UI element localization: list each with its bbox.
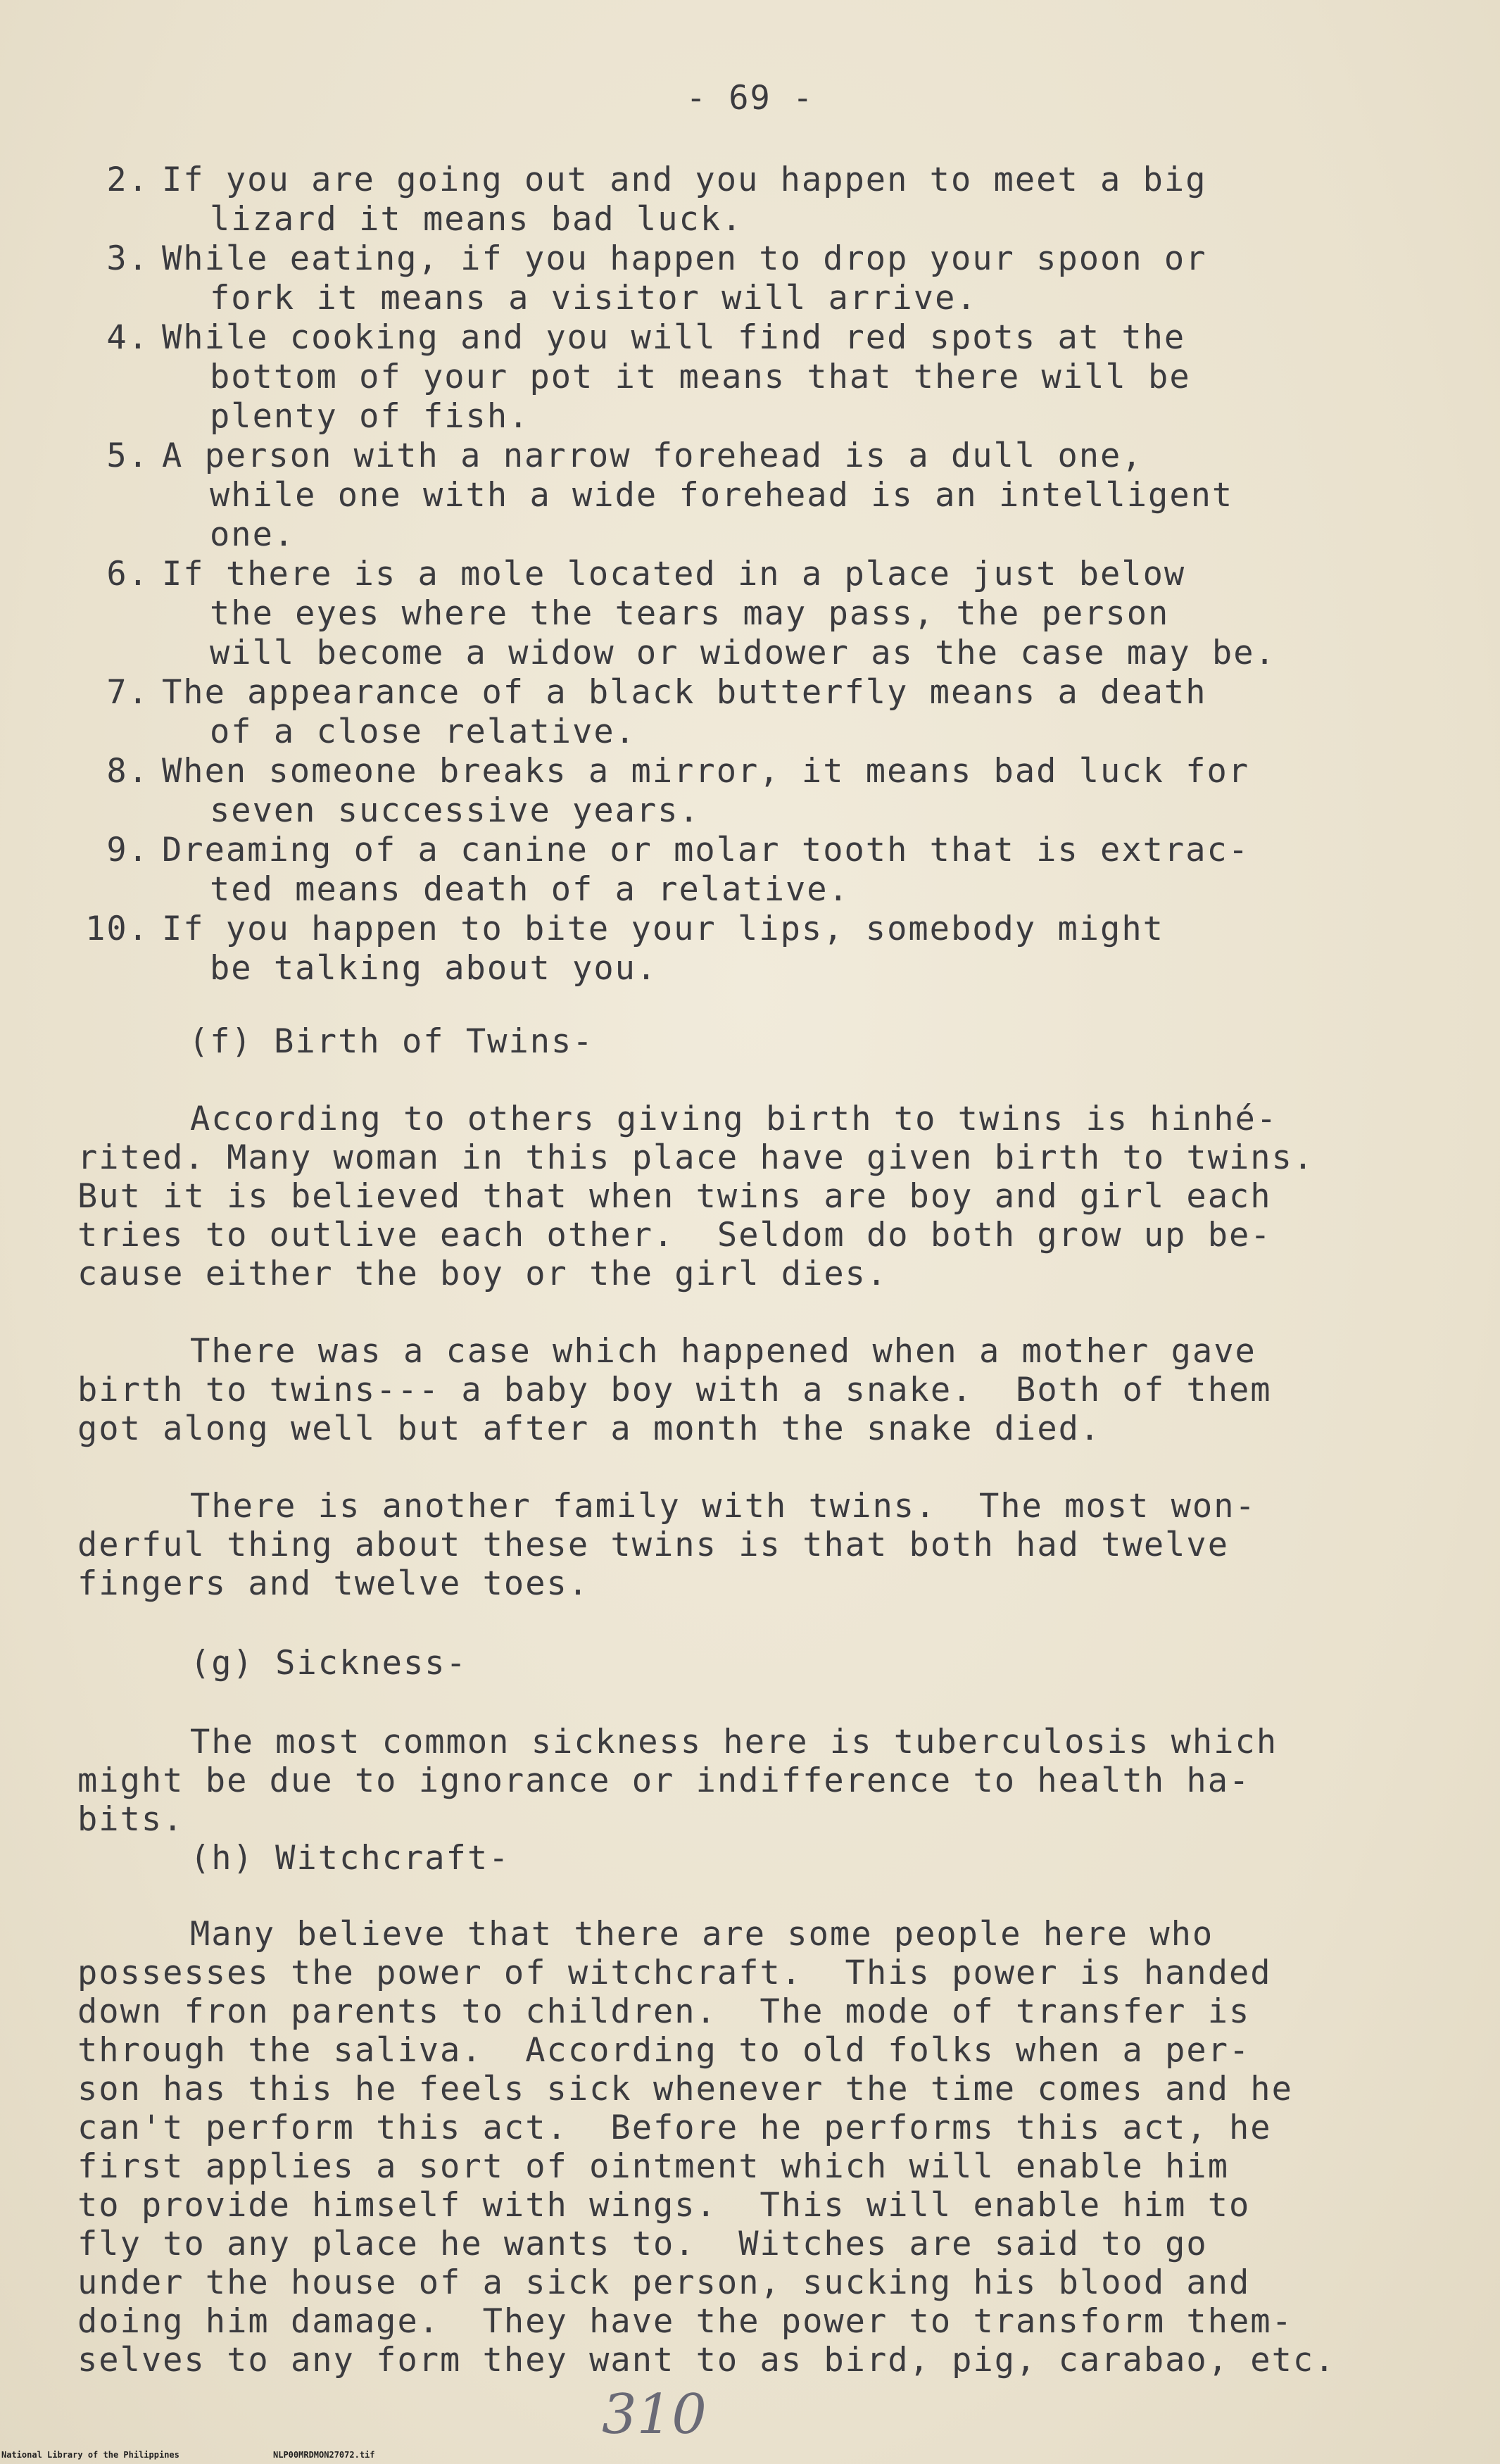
list-item <box>106 161 1457 239</box>
list-item-line: lizard it means bad luck. <box>210 200 743 239</box>
paragraph-line: There is another family with twins. The most won- <box>190 1487 1256 1526</box>
footer-file-name: NLP00MRDMON27072.tif <box>273 2450 375 2460</box>
list-item-number: 10. <box>85 910 149 948</box>
paragraph-line: got along well but after a month the snake died. <box>77 1409 1102 1448</box>
list-item-line: When someone breaks a mirror, it means bad luck for <box>162 752 1250 791</box>
list-item-line: Dreaming of a canine or molar tooth that is extrac- <box>162 831 1250 869</box>
list-item-line: one. <box>210 515 296 554</box>
paragraph-line: under the house of a sick person, sucking his blood and <box>77 2263 1251 2302</box>
list-item <box>106 831 1457 910</box>
twins-paragraph-2 <box>77 1332 1457 1448</box>
paragraph-line: Many believe that there are some people here who <box>190 1915 1214 1954</box>
list-item <box>106 752 1457 831</box>
paragraph-line: derful thing about these twins is that both had twelve <box>77 1526 1230 1564</box>
list-item-line: While eating, if you happen to drop your spoon or <box>162 239 1207 278</box>
paragraph-line: But it is believed that when twins are boy and girl each <box>77 1177 1272 1216</box>
paragraph-line: through the saliva. According to old folks when a per- <box>77 2031 1251 2070</box>
list-item-line: of a close relative. <box>210 712 636 751</box>
paragraph-line: tries to outlive each other. Seldom do both grow up be- <box>77 1216 1272 1255</box>
paragraph-line: cause either the boy or the girl dies. <box>77 1255 888 1293</box>
list-item <box>106 318 1457 436</box>
heading-sickness: (g) Sickness- <box>190 1644 467 1683</box>
list-item-number: 2. <box>106 161 149 199</box>
paragraph-line: rited. Many woman in this place have given birth to twins. <box>77 1138 1315 1177</box>
list-item-number: 6. <box>106 555 149 593</box>
list-item-line: If there is a mole located in a place just below <box>162 555 1186 593</box>
sickness-paragraph <box>77 1723 1457 1839</box>
twins-paragraph-1 <box>77 1100 1457 1293</box>
paragraph-line: The most common sickness here is tuberculosis which <box>190 1723 1278 1761</box>
list-item-number: 4. <box>106 318 149 357</box>
paragraph-line: first applies a sort of ointment which will enable him <box>77 2147 1230 2186</box>
heading-witchcraft: (h) Witchcraft- <box>190 1839 510 1878</box>
page-number: - 69 - <box>686 79 814 118</box>
paragraph-line: doing him damage. They have the power to transform them- <box>77 2302 1293 2341</box>
list-item-line: the eyes where the tears may pass, the person <box>210 594 1170 633</box>
list-item-line: seven successive years. <box>210 791 700 830</box>
paragraph-line: birth to twins--- a baby boy with a snake. Both of them <box>77 1371 1272 1409</box>
list-item-line: While cooking and you will find red spots at the <box>162 318 1186 357</box>
list-item-line: while one with a wide forehead is an intelligent <box>210 476 1234 515</box>
list-item-line: The appearance of a black butterfly means a death <box>162 673 1207 712</box>
list-item <box>106 555 1457 673</box>
list-item-line: bottom of your pot it means that there will be <box>210 358 1191 396</box>
twins-paragraph-3 <box>77 1487 1457 1603</box>
paragraph-line: down fron parents to children. The mode of transfer is <box>77 1992 1251 2031</box>
list-item-line: fork it means a visitor will arrive. <box>210 279 978 318</box>
paragraph-line: There was a case which happened when a mother gave <box>190 1332 1256 1371</box>
witchcraft-paragraph <box>77 1915 1457 2380</box>
list-item-number: 5. <box>106 436 149 475</box>
list-item-number: 8. <box>106 752 149 791</box>
paragraph-line: to provide himself with wings. This will enable him to <box>77 2186 1251 2225</box>
list-item-line: plenty of fish. <box>210 397 530 436</box>
list-item <box>106 673 1457 752</box>
list-item-number: 7. <box>106 673 149 712</box>
paragraph-line: can't perform this act. Before he performs this act, he <box>77 2108 1272 2147</box>
paragraph-line: son has this he feels sick whenever the time comes and he <box>77 2070 1293 2108</box>
handwritten-page-mark: 310 <box>602 2383 707 2446</box>
list-item-line: If you are going out and you happen to meet a big <box>162 161 1207 199</box>
paragraph-line: might be due to ignorance or indifference to health ha- <box>77 1761 1251 1800</box>
paragraph-line: possesses the power of witchcraft. This power is handed <box>77 1954 1272 1992</box>
list-item-number: 3. <box>106 239 149 278</box>
list-item-line: If you happen to bite your lips, somebody might <box>162 910 1164 948</box>
paragraph-line: bits. <box>77 1800 184 1839</box>
list-item-line: be talking about you. <box>210 949 658 988</box>
heading-birth-of-twins: (f) Birth of Twins- <box>189 1022 594 1061</box>
footer-library-name: National Library of the Philippines <box>1 2450 179 2460</box>
list-item-line: ted means death of a relative. <box>210 870 850 909</box>
paragraph-line: fly to any place he wants to. Witches are said to go <box>77 2225 1208 2263</box>
paragraph-line: According to others giving birth to twins is hinhé- <box>190 1100 1278 1138</box>
list-item <box>85 910 1457 988</box>
list-item-number: 9. <box>106 831 149 869</box>
superstition-list <box>85 161 1457 988</box>
list-item-line: will become a widow or widower as the case may be. <box>210 634 1276 672</box>
paragraph-line: selves to any form they want to as bird, pig, carabao, etc. <box>77 2341 1336 2380</box>
list-item <box>106 436 1457 555</box>
list-item <box>106 239 1457 318</box>
list-item-line: A person with a narrow forehead is a dull one, <box>162 436 1143 475</box>
paragraph-line: fingers and twelve toes. <box>77 1564 590 1603</box>
